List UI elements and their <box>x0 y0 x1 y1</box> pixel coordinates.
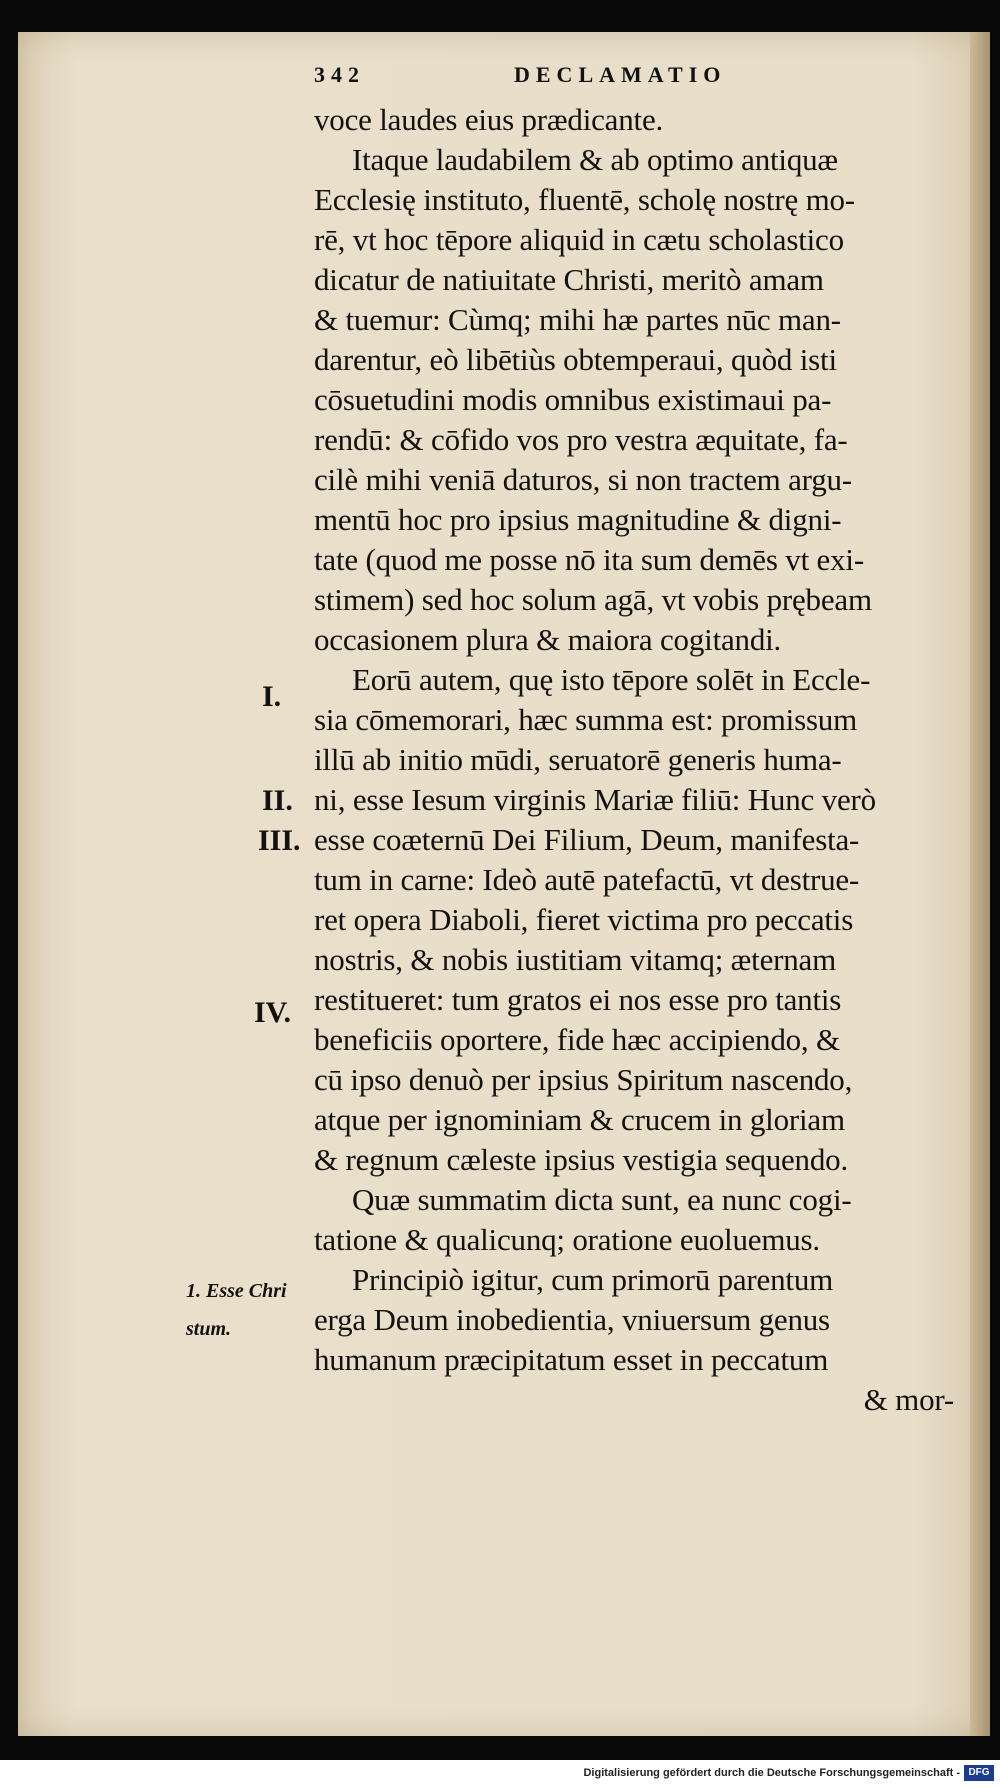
footer-bar <box>0 1760 1000 1788</box>
text-line: restitueret: tum gratos ei nos esse pro tantis <box>314 982 842 1017</box>
text-line: cū ipso denuò per ipsius Spiritum nascendo, <box>314 1062 853 1097</box>
body-text <box>314 100 954 1420</box>
text-line: Quæ summatim dicta sunt, ea nunc cogi- <box>352 1182 852 1217</box>
text-line: & regnum cæleste ipsius vestigia sequendo. <box>314 1142 849 1177</box>
text-line: rendū: & cōfido vos pro vestra æquitate, fa- <box>314 422 848 457</box>
running-title: DECLAMATIO <box>514 62 727 87</box>
margin-note-line-2: stum. <box>186 1318 232 1340</box>
text-line: mentū hoc pro ipsius magnitudine & digni- <box>314 502 842 537</box>
text-line: dicatur de natiuitate Christi, meritò amam <box>314 262 824 297</box>
page-edge <box>970 32 990 1736</box>
text-line: occasionem plura & maiora cogitandi. <box>314 622 782 657</box>
catchword: & mor- <box>863 1382 954 1417</box>
page-header <box>314 62 754 92</box>
text-line: Ecclesię instituto, fluentē, scholę nostrę mo- <box>314 182 855 217</box>
text-line: tum in carne: Ideò autē patefactū, vt destrue- <box>314 862 860 897</box>
text-line: esse coæternū Dei Filium, Deum, manifesta- <box>314 822 860 857</box>
text-line: erga Deum inobedientia, vniuersum genus <box>314 1302 830 1337</box>
text-line: beneficiis oportere, fide hæc accipiendo, & <box>314 1022 840 1057</box>
text-line: Eorū autem, quę isto tēpore solēt in Eccle- <box>352 662 871 697</box>
dfg-logo: DFG <box>964 1765 994 1781</box>
text-line: ni, esse Iesum virginis Mariæ filiū: Hunc verò <box>314 782 876 817</box>
text-line: nostris, & nobis iustitiam vitamq; æternam <box>314 942 837 977</box>
margin-note-line-1: 1. Esse Chri <box>186 1280 287 1302</box>
text-line: tatione & qualicunq; oratione euoluemus. <box>314 1222 820 1257</box>
margin-numeral-1: I. <box>262 680 282 713</box>
text-line: & tuemur: Cùmq; mihi hæ partes nūc man- <box>314 302 841 337</box>
text-line: cilè mihi veniā daturos, si non tractem argu- <box>314 462 852 497</box>
text-line: humanum præcipitatum esset in peccatum <box>314 1342 829 1377</box>
margin-numeral-2: II. <box>262 784 293 817</box>
margin-numeral-4: IV. <box>254 996 291 1029</box>
text-line: rē, vt hoc tēpore aliquid in cætu scholastico <box>314 222 844 257</box>
text-line: tate (quod me posse nō ita sum demēs vt exi- <box>314 542 864 577</box>
text-line: atque per ignominiam & crucem in gloriam <box>314 1102 845 1137</box>
text-line: voce laudes eius prædicante. <box>314 102 664 137</box>
margin-numeral-3: III. <box>258 824 301 857</box>
text-line: cōsuetudini modis omnibus existimaui pa- <box>314 382 832 417</box>
digitization-credit: Digitalisierung gefördert durch die Deutsche Forschungsgemeinschaft - <box>583 1767 960 1779</box>
text-line: darentur, eò libētiùs obtemperaui, quòd isti <box>314 342 837 377</box>
text-line: sia cōmemorari, hæc summa est: promissum <box>314 702 858 737</box>
text-line: Principiò igitur, cum primorū parentum <box>352 1262 834 1297</box>
text-line: ret opera Diaboli, fieret victima pro peccatis <box>314 902 854 937</box>
text-line: stimem) sed hoc solum agā, vt vobis prębeam <box>314 582 872 617</box>
text-line: illū ab initio mūdi, seruatorē generis huma- <box>314 742 842 777</box>
page-number: 342 <box>314 62 365 87</box>
text-line: Itaque laudabilem & ab optimo antiquæ <box>352 142 838 177</box>
